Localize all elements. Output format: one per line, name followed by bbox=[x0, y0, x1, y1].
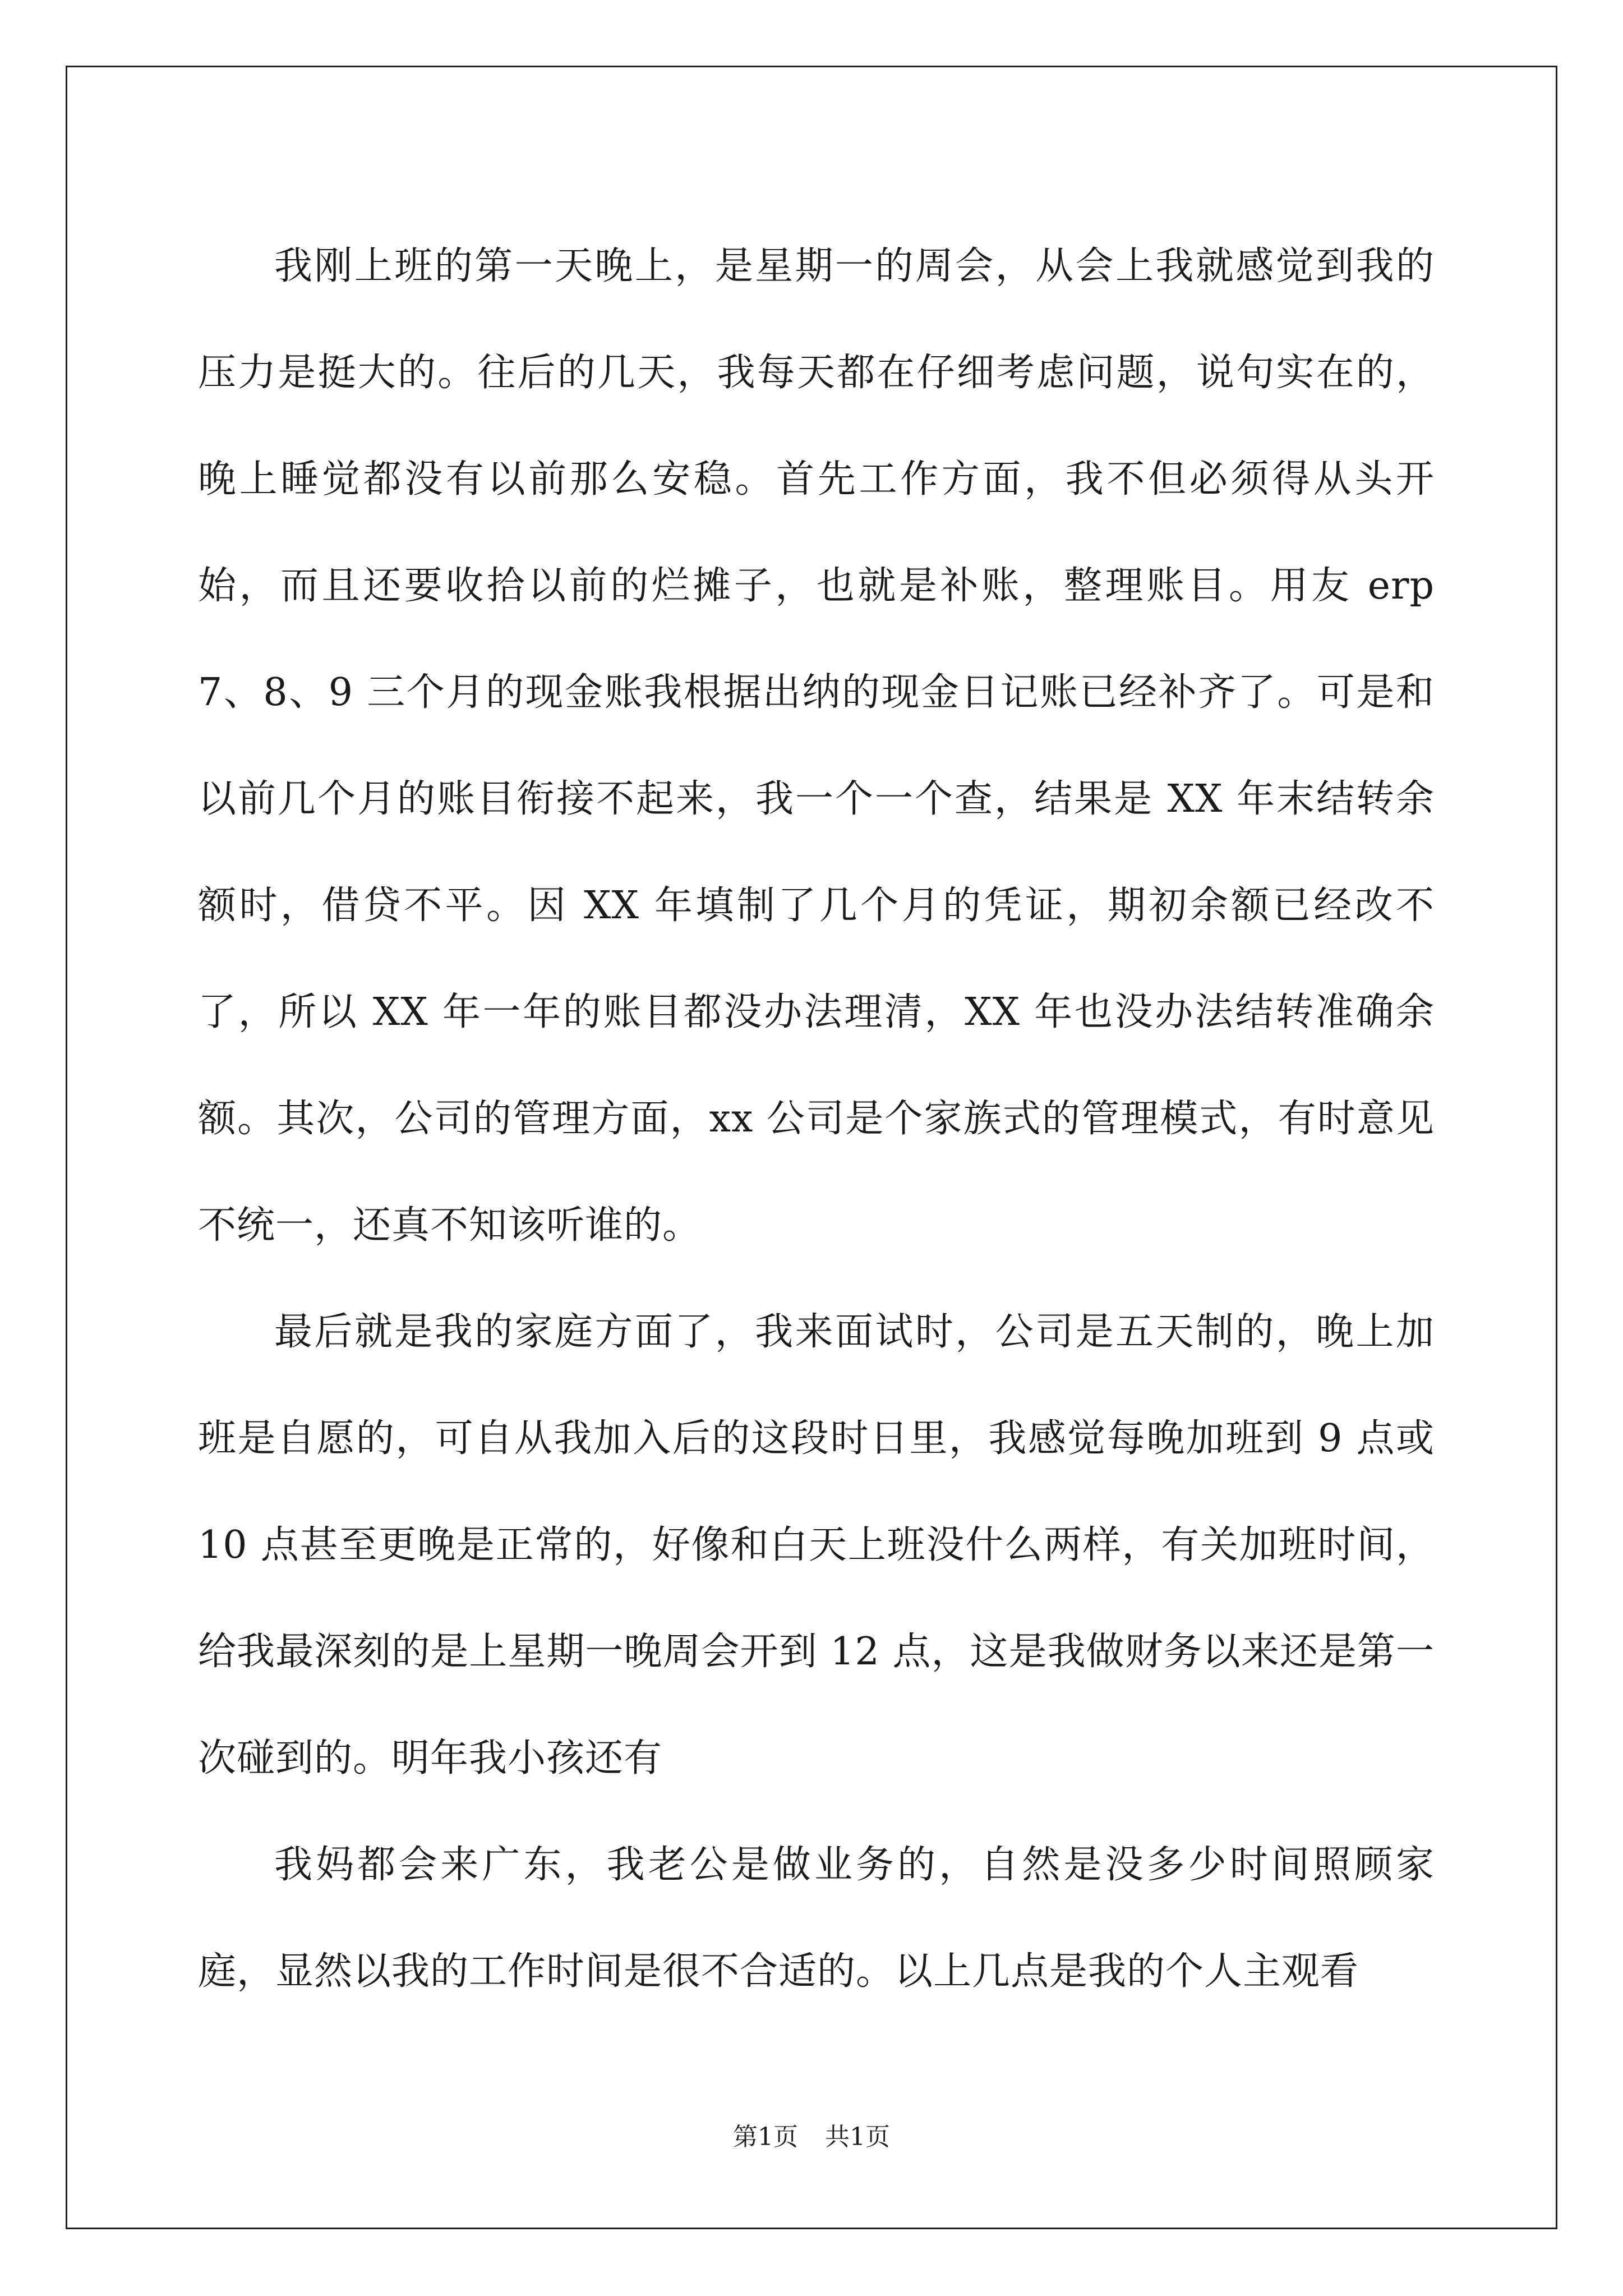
paragraph: 我妈都会来广东，我老公是做业务的，自然是没多少时间照顾家庭，显然以我的工作时间是很不合适的。以上几点是我的个人主观看 bbox=[198, 1843, 1435, 1994]
page-total: 共1页 bbox=[825, 2123, 890, 2151]
page-number: 第1页 bbox=[733, 2123, 798, 2151]
document-body bbox=[198, 213, 1435, 2025]
paragraph: 我刚上班的第一天晚上，是星期一的周会，从会上我就感觉到我的压力是挺大的。往后的几天，我每天都在仔细考虑问题，说句实在的，晚上睡觉都没有以前那么安稳。首先工作方面，我不但必须得从头开始，而且还要收拾以前的烂摊子，也就是补账，整理账目。用友 erp 7、8、9 三个月的现金账我根据出纳的现金日记账已经补齐了。可是和以前几个月的账目衔接不起来，我一个一个查，结果是 XX 年末结转余额时，借贷不平。因 XX 年填制了几个月的凭证，期初余额已经改不了，所以 XX 年一年的账目都没办法理清，XX 年也没办法结转准确余额。其次，公司的管理方面，xx 公司是个家族式的管理模式，有时意见不统一，还真不知该听谁的。 bbox=[198, 244, 1435, 1248]
page-footer bbox=[0, 2120, 1623, 2154]
paragraph: 最后就是我的家庭方面了，我来面试时，公司是五天制的，晚上加班是自愿的，可自从我加入后的这段时日里，我感觉每晚加班到 9 点或 10 点甚至更晚是正常的，好像和白天上班没什么两样，有关加班时间，给我最深刻的是上星期一晚周会开到 12 点，这是我做财务以来还是第一次碰到的。明年我小孩还有 bbox=[198, 1310, 1435, 1780]
